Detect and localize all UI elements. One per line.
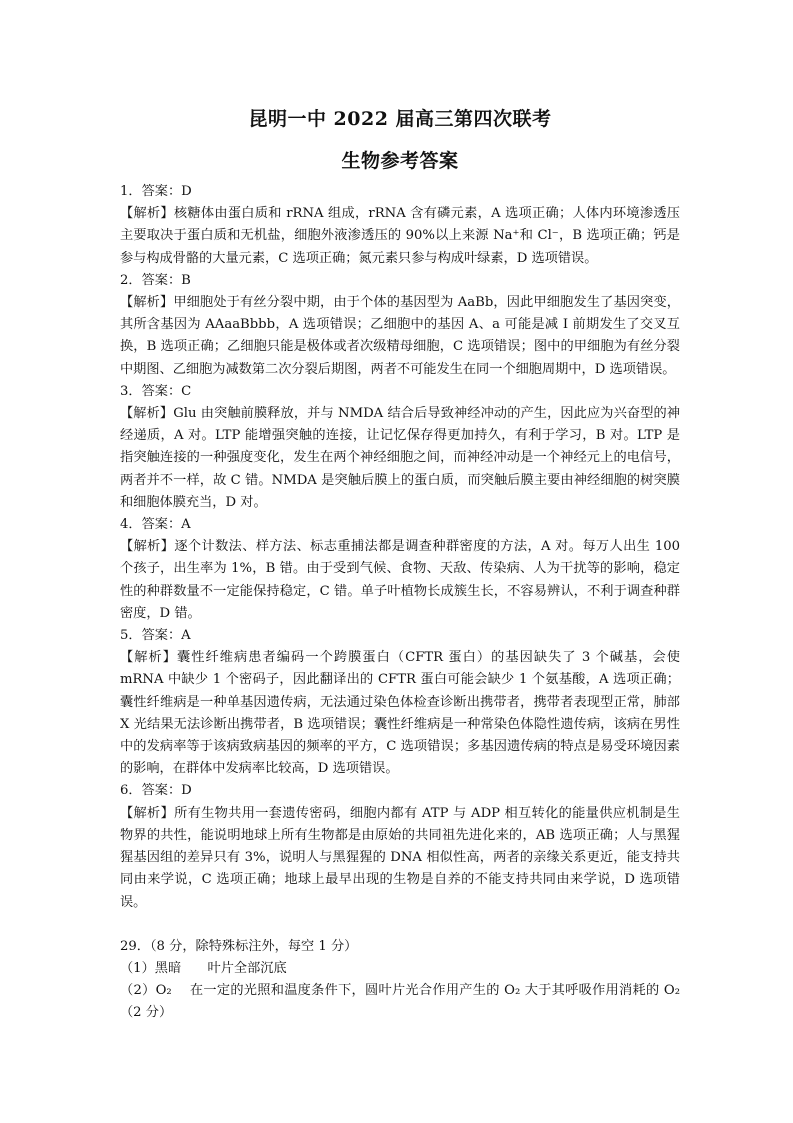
section-gap bbox=[120, 914, 680, 936]
answer-3-explanation: 【解析】Glu 由突触前膜释放，并与 NMDA 结合后导致神经冲动的产生，因此应为兴奋型的神经递质，A 对。LTP 能增强突触的连接，让记忆保存得更加持久，有利于学习，B 对。LTP 是指突触连接的一种强度变化，发生在两个神经细胞之间，而神经冲动是一个神经元上的电信号，两者并不一样，故 C 错。NMDA 是突触后膜上的蛋白质，而突触后膜主要由神经细胞的树突膜和细胞体膜充当，D 对。 bbox=[120, 406, 680, 510]
answer-1-label: 1．答案：D bbox=[120, 184, 192, 199]
document-subtitle: 生物参考答案 bbox=[341, 150, 459, 172]
answer-5-label: 5．答案：A bbox=[120, 628, 191, 644]
question-29-part-1: （1）黑暗 叶片全部沉底 bbox=[120, 960, 287, 976]
answer-5-explanation: 【解析】囊性纤维病患者编码一个跨膜蛋白（CFTR 蛋白）的基因缺失了 3 个碱基，会使 mRNA 中缺少 1 个密码子，因此翻译出的 CFTR 蛋白可能会缺少 1 个氨基酸，A 选项正确；囊性纤维病是一种单基因遗传病，无法通过染色体检查诊断出携带者，携带者表现型正常，肺部 X 光结果无法诊断出携带者，B 选项错误；囊性纤维病是一种常染色体隐性遗传病，该病在男性中的发病率等于该病致病基因的频率的平方，C 选项错误；多基因遗传病的特点是易受环境因素的影响，在群体中发病率比较高，D 选项错误。 bbox=[120, 650, 680, 777]
answer-body bbox=[120, 181, 680, 1025]
document-title: 昆明一中 2022 届高三第四次联考 bbox=[248, 108, 552, 130]
answer-4-label: 4．答案：A bbox=[120, 517, 191, 533]
question-29-part-2: （2）O₂ 在一定的光照和温度条件下，圆叶片光合作用产生的 O₂ 大于其呼吸作用消耗的 O₂（2 分） bbox=[120, 983, 680, 1021]
answer-2-explanation: 【解析】甲细胞处于有丝分裂中期，由于个体的基因型为 AaBb，因此甲细胞发生了基因突变，其所含基因为 AAaaBbbb，A 选项错误；乙细胞中的基因 A、a 可能是减 I 前期发生了交叉互换，B 选项正确；乙细胞只能是极体或者次级精母细胞，C 选项错误；图中的甲细胞为有丝分裂中期图、乙细胞为减数第二次分裂后期图，两者不可能发生在同一个细胞周期中，D 选项错误。 bbox=[120, 295, 680, 377]
answer-2-label: 2．答案：B bbox=[120, 272, 191, 288]
answer-3-label: 3．答案：C bbox=[120, 383, 192, 399]
answer-6-explanation: 【解析】所有生物共用一套遗传密码，细胞内都有 ATP 与 ADP 相互转化的能量供应机制是生物界的共性，能说明地球上所有生物都是由原始的共同祖先进化来的，AB 选项正确；人与黑猩猩基因组的差异只有 3%，说明人与黑猩猩的 DNA 相似性高，两者的亲缘关系更近，能支持共同由来学说，C 选项正确；地球上最早出现的生物是自养的不能支持共同由来学说，D 选项错误。 bbox=[120, 805, 680, 910]
answer-4-explanation: 【解析】逐个计数法、样方法、标志重捕法都是调查种群密度的方法，A 对。每万人出生 100 个孩子，出生率为 1%，B 错。由于受到气候、食物、天敌、传染病、人为干扰等的影响，稳定性的种群数量不一定能保持稳定，C 错。单子叶植物长成簇生长，不容易辨认，不利于调查种群密度，D 错。 bbox=[120, 539, 680, 621]
answer-6-label: 6．答案：D bbox=[120, 783, 192, 799]
answer-1-explanation: 【解析】核糖体由蛋白质和 rRNA 组成，rRNA 含有磷元素，A 选项正确；人体内环境渗透压主要取决于蛋白质和无机盐，细胞外液渗透压的 90%以上来源 Na⁺和 Cl⁻，B 选项正确；钙是参与构成骨骼的大量元素，C 选项正确；氮元素只参与构成叶绿素，D 选项错误。 bbox=[120, 206, 680, 266]
question-29-header: 29．（8 分，除特殊标注外，每空 1 分） bbox=[120, 938, 358, 954]
